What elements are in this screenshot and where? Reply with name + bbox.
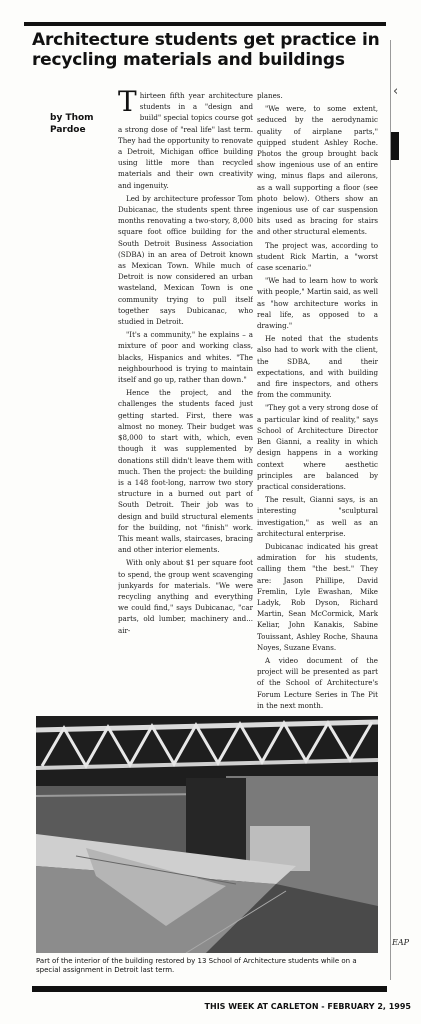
article-headline: Architecture students get practice in recycling materials and buildings [32, 30, 380, 70]
paragraph: With only about $1 per square foot to spend, the group went scavenging junkyards for materials. "We were recycling anything and everything we could find," says Dubicanac, "car parts, old lumber, machinery and... air- [118, 558, 253, 635]
page-margin-line [390, 40, 391, 980]
article-photo [36, 716, 378, 953]
paragraph: The result, Gianni says, is an interesting "sculptural investigation," as well as an architectural enterprise. [257, 495, 378, 538]
bottom-rule [32, 986, 387, 992]
paragraph: Dubicanac indicated his great admiration for his students, calling them "the best." They are: Jason Phillipe, David Fremlin, Lyle Ewashan, Mike Ladyk, Rob Dyson, Richard Martin, Sean McCormick, Mark Keliar, John Kanakis, Sabine Touissant, Ashley Roche, Shauna Noyes, Suzane Evans. [257, 541, 378, 652]
article-column-1 [118, 90, 253, 730]
photo-caption: Part of the interior of the building restored by 13 School of Architecture students while on a special assignment in Detroit last term. [36, 957, 357, 974]
drop-cap: T [118, 90, 137, 118]
article-byline: by Thom Pardoe [50, 113, 94, 135]
page-footer: THIS WEEK AT CARLETON - FEBRUARY 2, 1995 [204, 1002, 411, 1011]
photo-credit: EAP [392, 938, 409, 947]
paragraph: "They got a very strong dose of a particular kind of reality," says School of Architecture Director Ben Gianni, a reality in which design happens in a working context where aesthetic principles are balanced by practical considerations. [257, 403, 378, 491]
top-rule [24, 22, 386, 26]
chevron-left-icon: ‹ [393, 84, 399, 99]
paragraph: He noted that the students also had to work with the client, the SDBA, and their expectations, and with building and fire inspectors, and others from the community. [257, 334, 378, 400]
paragraph: "We had to learn how to work with people," Martin said, as well as "how architecture works in real life, as opposed to a drawing." [257, 276, 378, 331]
paragraph: "We were, to some extent, seduced by the aerodynamic quality of airplane parts," quipped student Ashley Roche. Photos the group brought back show ingenious use of an entire wing, minus flaps and ailerons, as a wall supporting a floor (see photo below). Others show an ingenious use of car suspension bits used as bracing for stairs and other structural elements. [257, 104, 378, 237]
article-column-2 [257, 90, 378, 750]
margin-black-bar [391, 132, 399, 160]
paragraph: "It's a community," he explains – a mixture of poor and working class, blacks, Hispanics and whites. "The neighbourhood is trying to maintain itself and go up, rather than down." [118, 330, 253, 385]
paragraph: Thirteen fifth year architecture students in a "design and build" special topics course got a strong dose of "real life" last term. They had the opportunity to renovate a Detroit, Michigan office building using little more than recycled materials and their own creativity and ingenuity. [118, 90, 253, 190]
paragraph: Led by architecture professor Tom Dubicanac, the students spent three months renovating a two-story, 8,000 square foot office building for the South Detroit Business Association (SDBA) in an area of Detroit known as Mexican Town. While much of Detroit is now considered an urban wasteland, Mexican Town is one community trying to pull itself together says Dubicanac, who studied in Detroit. [118, 193, 253, 327]
paragraph: A video document of the project will be presented as part of the School of Architecture's Forum Lecture Series in The Pit in the next month. [257, 655, 378, 710]
paragraph: The project was, according to student Rick Martin, a "worst case scenario." [257, 240, 378, 273]
paragraph: Hence the project, and the challenges the students faced just getting started. First, there was almost no money. Their budget was $8,000 to start with, which, even though it was supplemented by donations still didn't leave them with much. Then the project: the building is a 148 foot-long, narrow two story structure in a burned out part of South Detroit. Their job was to design and build structural elements for the building, not "finish" work. This meant walls, staircases, bracing and other interior elements. [118, 388, 253, 555]
paragraph: planes. [257, 91, 283, 100]
interior-photo-graphic [36, 716, 378, 953]
